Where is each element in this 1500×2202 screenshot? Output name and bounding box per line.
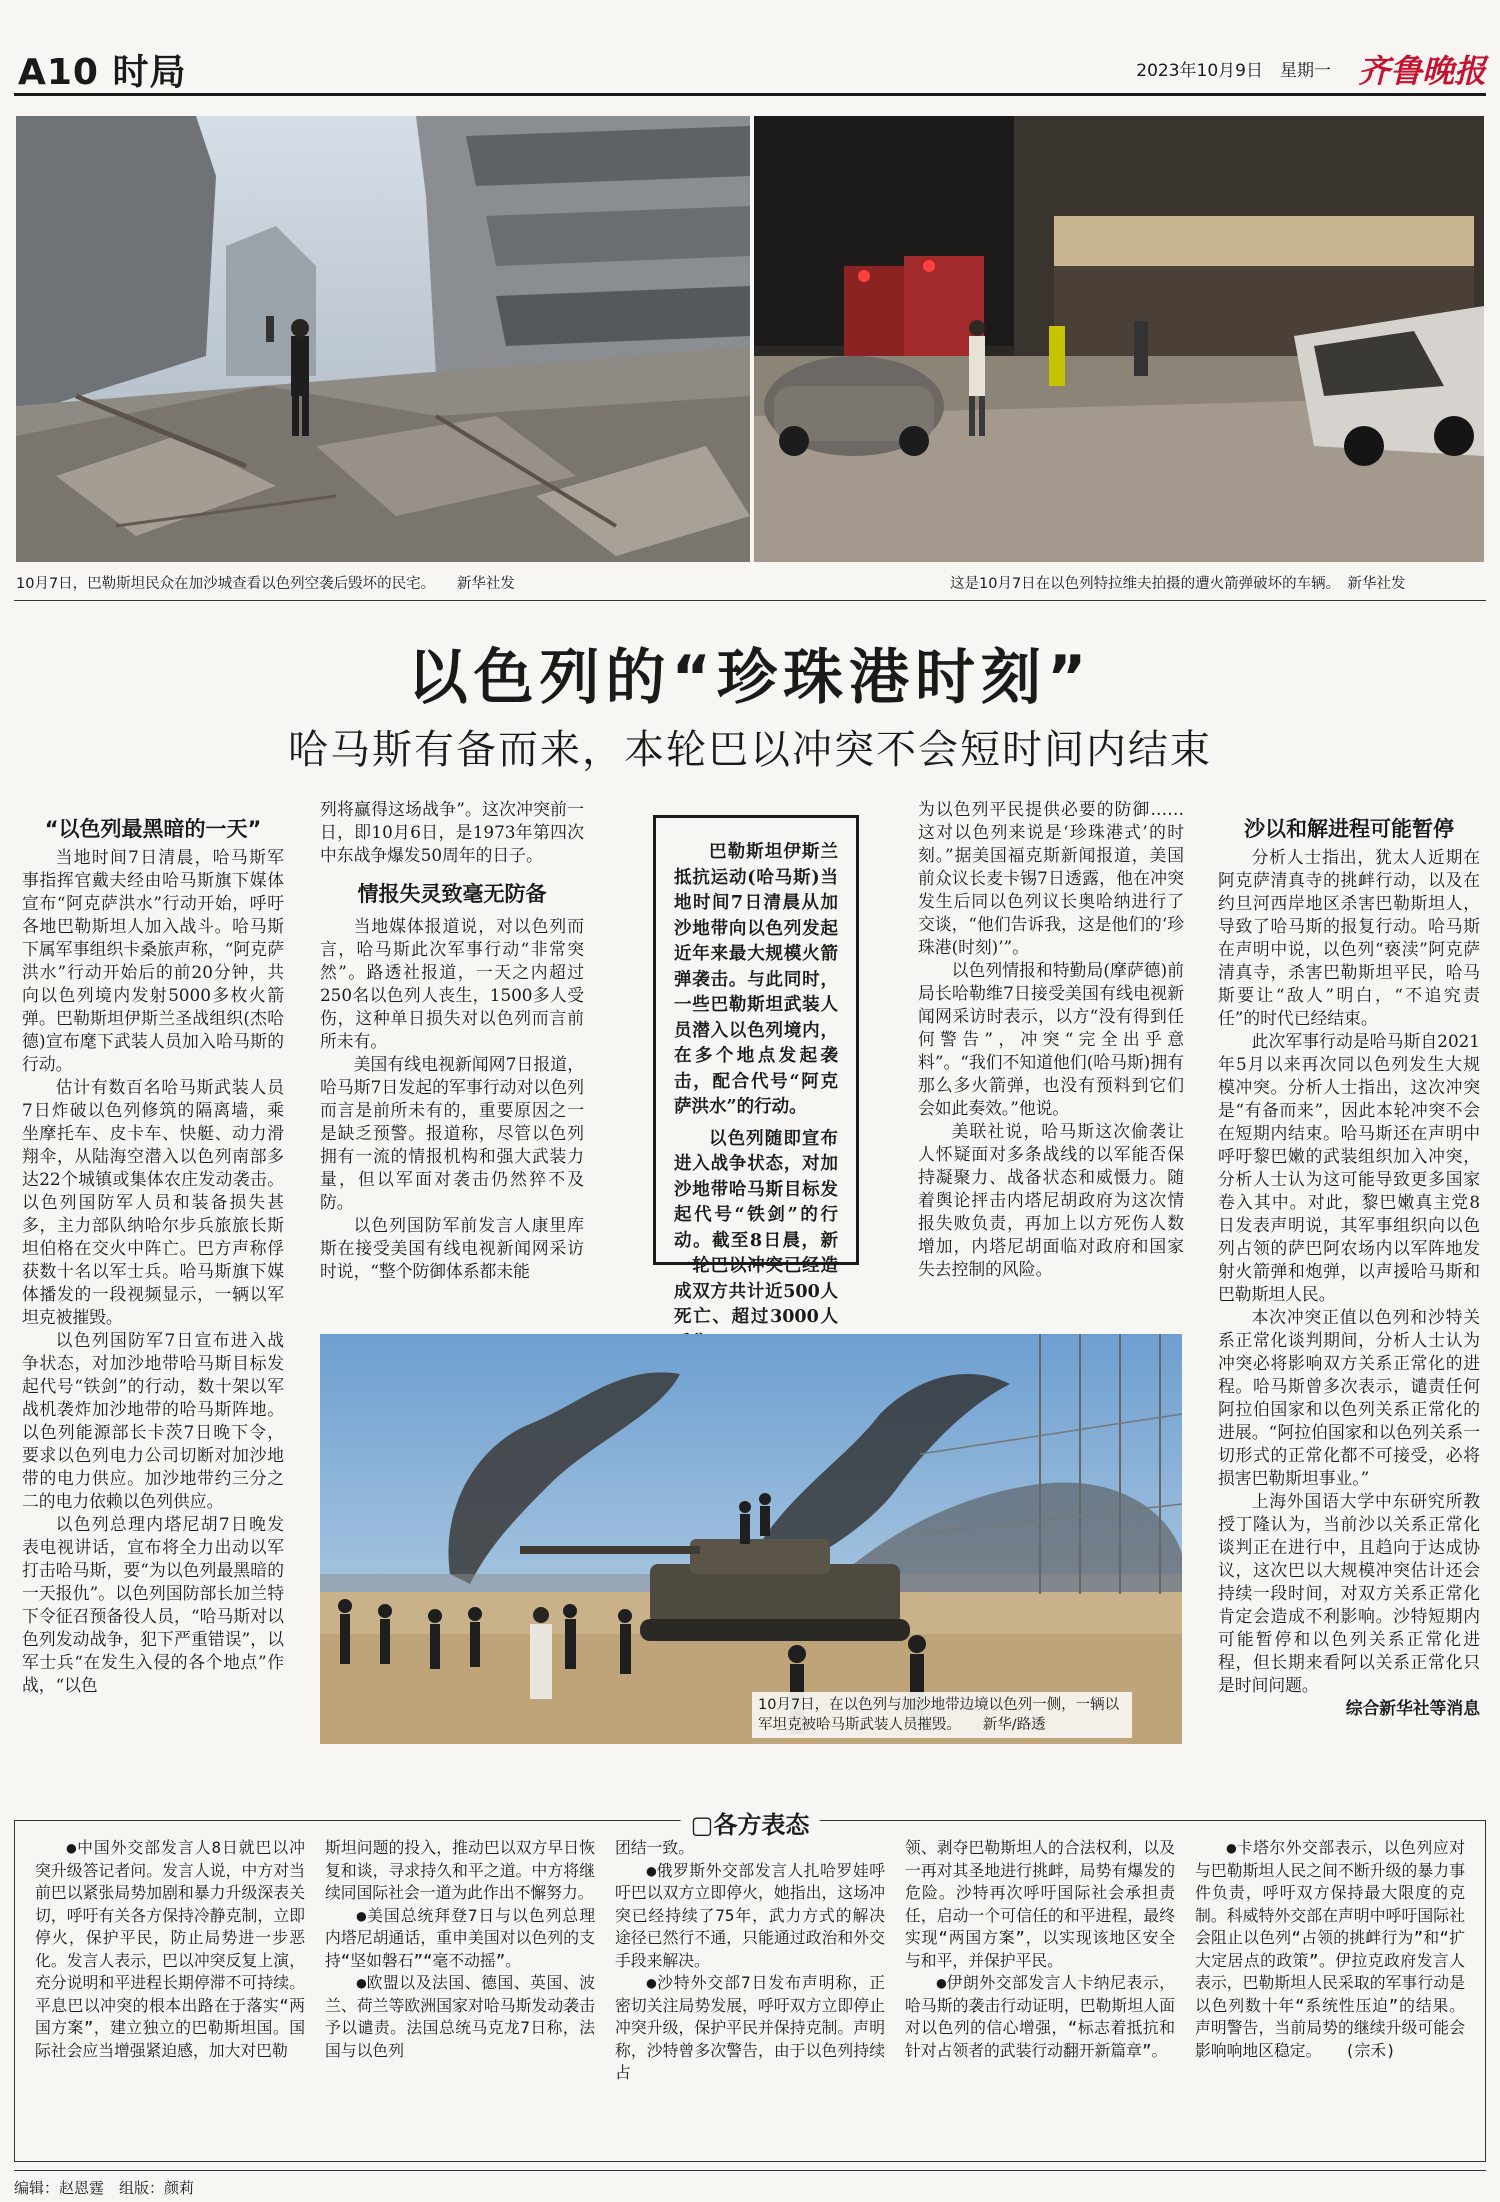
subheadline: 哈马斯有备而来，本轮巴以冲突不会短时间内结束 (288, 727, 1212, 773)
paragraph: 巴勒斯坦伊斯兰抵抗运动(哈马斯)当地时间7日清晨从加沙地带向以色列发起近年来最大规模火箭弹袭击。与此同时，一些巴勒斯坦武装人员潜入以色列境内，在多个地点发起袭击，配合代号“阿克萨洪水”的行动。 (674, 842, 838, 1117)
article-column-5 (1218, 812, 1480, 1776)
byline: 综合新华社等消息 (1345, 1698, 1480, 1718)
paragraph: ●欧盟以及法国、德国、英国、波兰、荷兰等欧洲国家对哈马斯发动袭击予以谴责。法国总统马克龙7日称，法国与以色列 (325, 1973, 595, 2060)
paragraph: 本次冲突正值以色列和沙特关系正常化谈判期间，分析人士认为冲突必将影响双方关系正常化的进程。哈马斯曾多次表示，谴责任何阿拉伯国家和以色列关系正常化的进展。“阿拉伯国家和以色列关系一切形式的正常化都不可接受，必将损害巴勒斯坦事业。” (1218, 1307, 1480, 1488)
paragraph: 上海外国语大学中东研究所教授丁隆认为，当前沙以关系正常化谈判正在进行中，且趋向于达成协议，这次巴以大规模冲突估计还会持续一段时间，对双方关系正常化肯定会造成不利影响。沙特短期内可能暂停和以色列关系正常化进程，但长期来看阿以关系正常化只是时间问题。 (1218, 1491, 1480, 1695)
paragraph: ●中国外交部发言人8日就巴以冲突升级答记者问。发言人说，中方对当前巴以紧张局势加剧和暴力升级深表关切，呼吁有关各方保持冷静克制，立即停火，保护平民，防止局势进一步恶化。发言人表示，巴以冲突反复上演，充分说明和平进程长期停滞不可持续。平息巴以冲突的根本出路在于落实“两国方案”，建立独立的巴勒斯坦国。国际社会应当增强紧迫感，加大对巴勒 (35, 1838, 305, 2060)
paragraph: ●俄罗斯外交部发言人扎哈罗娃呼吁巴以双方立即停火，她指出，这场冲突已经持续了75年，武力方式的解决途径已然行不通，只能通过政治和外交手段来解决。 (615, 1860, 885, 1970)
paragraph: 列将赢得这场战争”。这次冲突前一日，即10月6日，是1973年第四次中东战争爆发50周年的日子。 (320, 799, 584, 865)
paragraph: 以色列情报和特勤局(摩萨德)前局长哈勒维7日接受美国有线电视新闻网采访时表示，以方“没有得到任何警告”，冲突“完全出乎意料”。“我们不知道他们(哈马斯)拥有那么多火箭弹，也没有预料到它们会如此奏效。”他说。 (918, 960, 1184, 1118)
reactions-title: ▢各方表态 (681, 1805, 820, 1840)
section-title: “以色列最黑暗的一天” (44, 817, 262, 841)
reactions-column-5 (1195, 1837, 1465, 2155)
reactions-box (14, 1811, 1486, 2162)
paragraph: 当地时间7日清晨，哈马斯军事指挥官戴夫经由哈马斯旗下媒体宣布“阿克萨洪水”行动开始，呼吁各地巴勒斯坦人加入战斗。哈马斯下属军事组织卡桑旅声称，“阿克萨洪水”行动开始后的前20分钟，共向以色列境内发射5000多枚火箭弹。巴勒斯坦伊斯兰圣战组织(杰哈德)宣布麾下武装人员加入哈马斯的行动。 (22, 847, 284, 1074)
paragraph: 美联社说，哈马斯这次偷袭让人怀疑面对多条战线的以军能否保持凝聚力、战备状态和威慑力。随着舆论抨击内塔尼胡政府为这次情报失败负责，再加上以方死伤人数增加，内塔尼胡面临对政府和国家失去控制的风险。 (918, 1121, 1184, 1279)
paragraph: 以色列随即宣布进入战争状态，对加沙地带哈马斯目标发起代号“铁剑”的行动。截至8日晨，新一轮巴以冲突已经造成双方共计近500人死亡、超过3000人 (674, 1128, 838, 1327)
reactions-column-4 (905, 1837, 1175, 2155)
paragraph: 以色列总理内塔尼胡7日晚发表电视讲话，宣布将全力出动以军打击哈马斯，要“为以色列最黑暗的一天报仇”。以色列国防部长加兰特下令征召预备役人员，“哈马斯对以色列发动战争，犯下严重错误”，以军士兵“在发生入侵的各个地点”作战，“以色 (22, 1514, 284, 1695)
photo-gaza-rubble (16, 116, 750, 562)
page-footer: 编辑：赵恩霆 组版：颜莉 (14, 2170, 1486, 2198)
headline: 以色列的“珍珠港时刻” (407, 643, 1093, 713)
paragraph: 领、剥夺巴勒斯坦人的合法权利，以及一再对其圣地进行挑衅，局势有爆发的危险。沙特再次呼吁国际社会承担责任，启动一个可信任的和平进程，最终实现“两国方案”，以实现该地区安全与和平，并保护平民。 (905, 1838, 1175, 1970)
newspaper-masthead: 齐鲁晚报 (1357, 52, 1486, 90)
photo-tel-aviv-cars (754, 116, 1484, 562)
paragraph: 当地媒体报道说，对以色列而言，哈马斯此次军事行动“非常突然”。路透社报道，一天之内超过250名以色列人丧生，1500多人受伤，这种单日损失对以色列而言前所未有。 (320, 916, 584, 1051)
left-photo-caption: 10月7日，巴勒斯坦民众在加沙城查看以色列空袭后毁坏的民宅。 新华社发 (16, 576, 515, 592)
photo-destroyed-tank (320, 1334, 1182, 1744)
paragraph: 团结一致。 (615, 1838, 694, 1857)
paragraph: ●美国总统拜登7日与以色列总理内塔尼胡通话，重申美国对以色列的支持“坚如磐石”“毫不动摇”。 (325, 1905, 595, 1970)
paragraph: 以色列国防军7日宣布进入战争状态，对加沙地带哈马斯目标发起代号“铁剑”的行动，数十架以军战机袭炸加沙地带的哈马斯阵地。以色列能源部长卡茨7日晚下令，要求以色列电力公司切断对加沙地带的电力供应。加沙地带约三分之二的电力依赖以色列供应。 (22, 1330, 284, 1511)
middle-photo-caption: 10月7日，在以色列与加沙地带边境以色列一侧，一辆以军坦克被哈马斯武装人员摧毁。 新华/路透 (752, 1692, 1132, 1738)
paragraph: 为以色列平民提供必要的防御……这对以色列来说是‘珍珠港式’的时刻。”据美国福克斯新闻报道，美国前众议长麦卡锡7日透露，他在冲突发生后同以色列议长奥哈纳进行了交谈，“他们告诉我，这是他们的‘珍珠港(时刻)’”。 (918, 799, 1184, 957)
reactions-column-2 (325, 1837, 595, 2155)
article-column-2 (320, 798, 584, 1318)
paragraph: ●沙特外交部7日发布声明称，正密切关注局势发展，呼吁双方立即停止冲突升级，保护平民并保持克制。声明称，沙特曾多次警告，由于以色列持续占 (615, 1973, 885, 2082)
paragraph: ●伊朗外交部发言人卡纳尼表示，哈马斯的袭击行动证明，巴勒斯坦人面对以色列的信心增强，“标志着抵抗和针对占领者的武装行动翻开新篇章”。 (905, 1973, 1175, 2060)
paragraph: 斯坦问题的投入，推动巴以双方早日恢复和谈，寻求持久和平之道。中方将继续同国际社会一道为此作出不懈努力。 (325, 1838, 595, 1902)
page-number: A10 时局 (18, 52, 187, 93)
summary-box (653, 815, 859, 1327)
divider (14, 600, 1486, 601)
paragraph: 估计有数百名哈马斯武装人员7日炸破以色列修筑的隔离墙，乘坐摩托车、皮卡车、快艇、动力滑翔伞，从陆海空潜入以色列南部多达22个城镇或集体农庄发动袭击。以色列国防军人员和装备损失甚多，主力部队纳哈尔步兵旅旅长斯坦伯格在交火中阵亡。巴方声称俘获数十名以军士兵。哈马斯旗下媒体播发的一段视频显示，一辆以军坦克被摧毁。 (22, 1077, 284, 1327)
article-column-4 (918, 798, 1184, 1298)
section-title: 沙以和解进程可能暂停 (1244, 817, 1454, 841)
reactions-column-1 (35, 1837, 305, 2155)
article-column-1 (22, 812, 284, 1750)
reactions-column-3 (615, 1837, 885, 2155)
issue-date: 2023年10月9日 星期一 (1136, 61, 1331, 81)
paragraph: 美国有线电视新闻网7日报道，哈马斯7日发起的军事行动对以色列而言是前所未有的，重要原因之一是缺乏预警。报道称，尽管以色列拥有一流的情报机构和强大武装力量，但以军面对袭击仍然猝不及防。 (320, 1054, 584, 1212)
section-title: 情报失灵致毫无防备 (357, 882, 547, 906)
paragraph: ●卡塔尔外交部表示，以色列应对与巴勒斯坦人民之间不断升级的暴力事件负责，呼吁双方保持最大限度的克制。科威特外交部在声明中呼吁国际社会阻止以色列“占领的挑衅行为”和“扩大定居点的政策”。伊拉克政府发言人表示，巴勒斯坦人民采取的军事行动是以色列数十年“系统性压迫”的结果。声明警告，当前局势的继续升级可能会影响响地区稳定。 (宗禾) (1195, 1838, 1465, 2060)
page-header (14, 40, 1486, 96)
right-photo-caption: 这是10月7日在以色列特拉维夫拍摄的遭火箭弹破坏的车辆。 新华社发 (950, 576, 1406, 592)
paragraph: 分析人士指出，犹太人近期在阿克萨清真寺的挑衅行动，以及在约旦河西岸地区杀害巴勒斯坦人，导致了哈马斯的报复行动。哈马斯在声明中说，以色列“亵渎”阿克萨清真寺，杀害巴勒斯坦平民，哈马斯要让“敌人”明白，“不追究责任”的时代已经结束。 (1218, 847, 1480, 1028)
paragraph: 此次军事行动是哈马斯自2021年5月以来再次同以色列发生大规模冲突。分析人士指出，这次冲突是“有备而来”，因此本轮冲突不会在短期内结束。哈马斯还在声明中呼吁黎巴嫩的武装组织加入冲突，分析人士认为这可能导致更多国家卷入其中。对此，黎巴嫩真主党8日发表声明说，其军事组织向以色列占领的萨巴阿农场内以军阵地发射火箭弹和炮弹，以声援哈马斯和巴勒斯坦人民。 (1218, 1031, 1480, 1304)
paragraph: 以色列国防军前发言人康里库斯在接受美国有线电视新闻网采访时说，“整个防御体系都未能 (320, 1215, 584, 1281)
